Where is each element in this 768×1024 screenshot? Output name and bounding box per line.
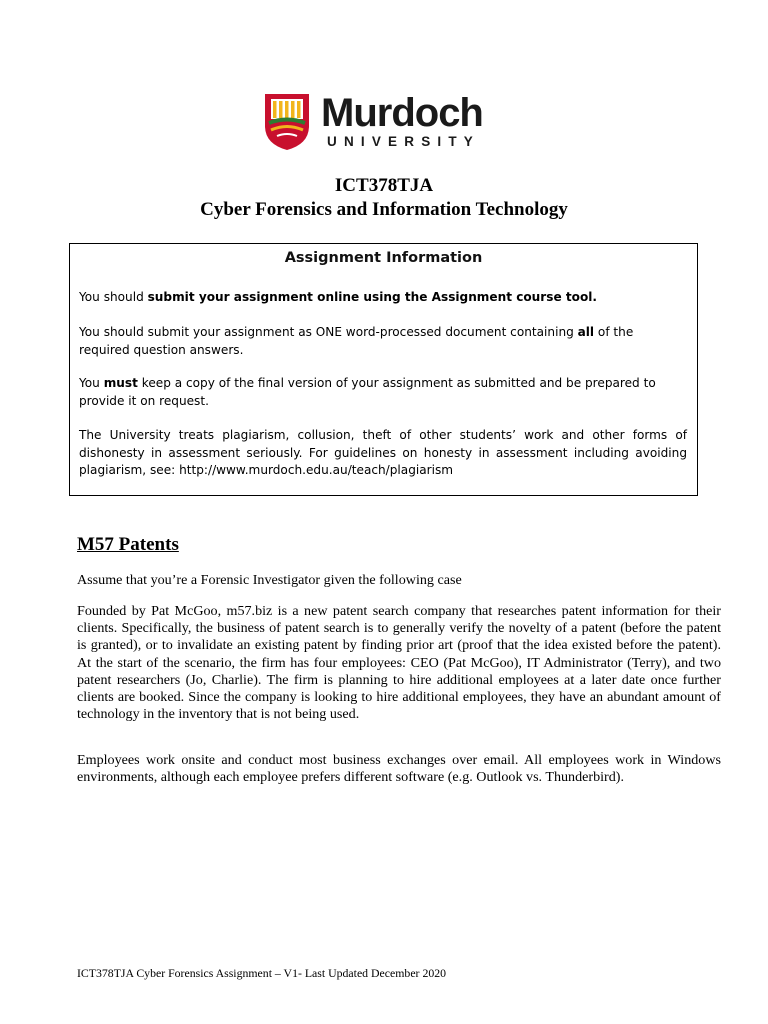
bold-run: submit your assignment online using the Assignment course tool. — [147, 290, 598, 304]
text-run: You — [79, 376, 104, 390]
course-title: Cyber Forensics and Information Technology — [200, 199, 568, 220]
university-logo — [263, 92, 513, 154]
text-run: You should — [79, 290, 148, 304]
logo-name: Murdoch — [321, 91, 483, 135]
info-paragraph-submit-online — [79, 289, 687, 307]
text-run: You should submit your assignment as ONE word-processed document containing — [79, 325, 578, 339]
assignment-info-title: Assignment Information — [284, 250, 483, 266]
case-intro: Assume that you’re a Forensic Investigator given the following case — [77, 572, 462, 588]
page-footer: ICT378TJA Cyber Forensics Assignment – V1- Last Updated December 2020 — [77, 966, 447, 980]
case-paragraph-employees: Employees work onsite and conduct most business exchanges over email. All employees work in Windows environments, although each employee prefers different software (e.g. Outlook vs. Thunderbird). — [77, 752, 721, 786]
logo-subtitle: UNIVERSITY — [327, 134, 481, 149]
bold-run: all — [577, 325, 595, 339]
info-paragraph-one-document — [79, 324, 687, 359]
case-heading: M57 Patents — [77, 534, 179, 555]
info-paragraph-plagiarism: The University treats plagiarism, collusion, theft of other students’ work and other forms of dishonesty in assessment seriously. For guidelines on honesty in assessment including avoiding plagiarism, see: http://www.murdoch.edu.au/teach/plagiarism — [79, 428, 687, 478]
case-paragraph-company: Founded by Pat McGoo, m57.biz is a new patent search company that researches patent information for their clients. Specifically, the business of patent search is to generally verify the novelty of a patent (before the patent is granted), or to invalidate an existing patent by finding prior art (proof that the idea existed before the patent). At the start of the scenario, the firm has four employees: CEO (Pat McGoo), IT Administrator (Terry), and two patent researchers (Jo, Charlie). The firm is planning to hire additional employees at a later date once further clients are booked. Since the company is looking to hire additional employees, they have an abundant amount of technology in the inventory that is not being used. — [77, 603, 721, 723]
text-run: keep a copy of the final version of your assignment as submitted and be prepared to provide it on request. — [79, 376, 656, 408]
bold-run: must — [103, 376, 138, 390]
info-paragraph-keep-copy — [79, 375, 687, 410]
crest-icon — [263, 92, 311, 152]
course-code: ICT378TJA — [334, 175, 434, 196]
text-run: of the required question answers. — [79, 325, 634, 357]
assignment-info-box — [69, 243, 698, 496]
